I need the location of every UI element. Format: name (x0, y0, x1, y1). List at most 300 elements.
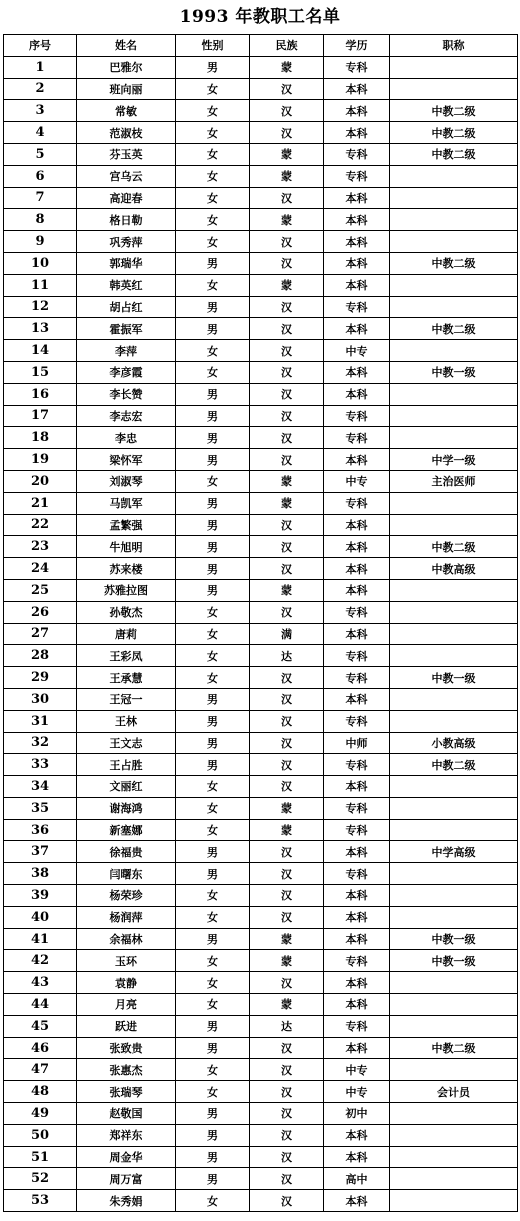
cell-gender: 男 (176, 405, 250, 427)
cell-title (390, 274, 518, 296)
table-row (4, 122, 518, 144)
cell-education: 中师 (324, 732, 390, 754)
table-row (4, 231, 518, 253)
cell-number: 41 (4, 928, 77, 950)
cell-title: 中教二级 (390, 122, 518, 144)
cell-title (390, 994, 518, 1016)
table-row (4, 100, 518, 122)
cell-education: 本科 (324, 536, 390, 558)
cell-title (390, 405, 518, 427)
table-row (4, 1168, 518, 1190)
cell-name: 李萍 (77, 340, 176, 362)
table-header-row (4, 35, 518, 57)
cell-gender: 女 (176, 776, 250, 798)
cell-education: 专科 (324, 950, 390, 972)
table-row (4, 972, 518, 994)
header-education: 学历 (324, 35, 390, 57)
cell-ethnicity: 汉 (250, 536, 324, 558)
cell-gender: 女 (176, 470, 250, 492)
cell-gender: 男 (176, 56, 250, 78)
cell-number: 2 (4, 78, 77, 100)
cell-name: 孙敬杰 (77, 601, 176, 623)
cell-gender: 男 (176, 492, 250, 514)
cell-name: 赵敬国 (77, 1103, 176, 1125)
table-row (4, 405, 518, 427)
table-row (4, 165, 518, 187)
cell-gender: 男 (176, 579, 250, 601)
cell-ethnicity: 汉 (250, 558, 324, 580)
cell-number: 40 (4, 906, 77, 928)
cell-name: 王占胜 (77, 754, 176, 776)
cell-gender: 男 (176, 383, 250, 405)
cell-ethnicity: 汉 (250, 318, 324, 340)
cell-title (390, 340, 518, 362)
table-row (4, 492, 518, 514)
cell-name: 周金华 (77, 1146, 176, 1168)
cell-education: 本科 (324, 1037, 390, 1059)
cell-gender: 女 (176, 885, 250, 907)
cell-education: 本科 (324, 1146, 390, 1168)
cell-gender: 女 (176, 143, 250, 165)
cell-education: 专科 (324, 601, 390, 623)
table-row (4, 514, 518, 536)
cell-name: 袁静 (77, 972, 176, 994)
table-row (4, 449, 518, 471)
cell-name: 苏雅拉图 (77, 579, 176, 601)
table-row (4, 1124, 518, 1146)
cell-education: 专科 (324, 797, 390, 819)
cell-title (390, 885, 518, 907)
cell-title: 会计员 (390, 1081, 518, 1103)
table-row (4, 928, 518, 950)
cell-education: 本科 (324, 318, 390, 340)
cell-education: 专科 (324, 296, 390, 318)
cell-gender: 女 (176, 122, 250, 144)
cell-number: 29 (4, 667, 77, 689)
cell-gender: 女 (176, 906, 250, 928)
cell-title (390, 819, 518, 841)
cell-gender: 女 (176, 209, 250, 231)
header-name: 姓名 (77, 35, 176, 57)
cell-gender: 男 (176, 688, 250, 710)
cell-ethnicity: 汉 (250, 187, 324, 209)
cell-number: 22 (4, 514, 77, 536)
cell-ethnicity: 汉 (250, 1124, 324, 1146)
header-number: 序号 (4, 35, 77, 57)
cell-number: 31 (4, 710, 77, 732)
cell-number: 25 (4, 579, 77, 601)
cell-gender: 女 (176, 950, 250, 972)
cell-education: 本科 (324, 906, 390, 928)
cell-title: 中教二级 (390, 100, 518, 122)
table-row (4, 994, 518, 1016)
cell-education: 专科 (324, 645, 390, 667)
cell-gender: 女 (176, 972, 250, 994)
cell-title (390, 296, 518, 318)
cell-number: 48 (4, 1081, 77, 1103)
cell-education: 初中 (324, 1103, 390, 1125)
cell-name: 苏来楼 (77, 558, 176, 580)
cell-name: 范淑枝 (77, 122, 176, 144)
cell-name: 马凯军 (77, 492, 176, 514)
cell-title (390, 427, 518, 449)
cell-title: 中教二级 (390, 1037, 518, 1059)
table-row (4, 1146, 518, 1168)
cell-ethnicity: 汉 (250, 340, 324, 362)
cell-name: 李忠 (77, 427, 176, 449)
cell-education: 专科 (324, 710, 390, 732)
cell-title (390, 1146, 518, 1168)
cell-name: 张致贵 (77, 1037, 176, 1059)
cell-education: 本科 (324, 514, 390, 536)
cell-gender: 男 (176, 1124, 250, 1146)
cell-title: 中教一级 (390, 667, 518, 689)
cell-gender: 女 (176, 274, 250, 296)
cell-number: 7 (4, 187, 77, 209)
cell-name: 王文志 (77, 732, 176, 754)
cell-name: 牛旭明 (77, 536, 176, 558)
cell-gender: 女 (176, 623, 250, 645)
table-row (4, 776, 518, 798)
table-row (4, 296, 518, 318)
cell-number: 38 (4, 863, 77, 885)
cell-number: 44 (4, 994, 77, 1016)
cell-title (390, 972, 518, 994)
table-row (4, 863, 518, 885)
cell-name: 谢海鸿 (77, 797, 176, 819)
cell-name: 余福林 (77, 928, 176, 950)
cell-ethnicity: 蒙 (250, 994, 324, 1016)
cell-number: 46 (4, 1037, 77, 1059)
cell-title (390, 645, 518, 667)
cell-education: 本科 (324, 928, 390, 950)
cell-education: 专科 (324, 1015, 390, 1037)
cell-ethnicity: 汉 (250, 1103, 324, 1125)
table-body (4, 56, 518, 1211)
table-row (4, 427, 518, 449)
cell-gender: 女 (176, 1190, 250, 1212)
cell-name: 李长赞 (77, 383, 176, 405)
table-row (4, 1081, 518, 1103)
cell-education: 专科 (324, 165, 390, 187)
cell-education: 本科 (324, 994, 390, 1016)
table-row (4, 645, 518, 667)
cell-gender: 男 (176, 296, 250, 318)
cell-name: 芬玉英 (77, 143, 176, 165)
cell-name: 李志宏 (77, 405, 176, 427)
table-row (4, 318, 518, 340)
cell-gender: 女 (176, 819, 250, 841)
cell-number: 33 (4, 754, 77, 776)
header-title: 职称 (390, 35, 518, 57)
table-row (4, 143, 518, 165)
cell-education: 中专 (324, 340, 390, 362)
cell-ethnicity: 满 (250, 623, 324, 645)
cell-title (390, 863, 518, 885)
cell-education: 本科 (324, 885, 390, 907)
cell-title: 中教二级 (390, 252, 518, 274)
cell-title (390, 688, 518, 710)
cell-ethnicity: 蒙 (250, 470, 324, 492)
cell-name: 刘淑琴 (77, 470, 176, 492)
cell-education: 专科 (324, 819, 390, 841)
cell-education: 本科 (324, 972, 390, 994)
cell-ethnicity: 蒙 (250, 492, 324, 514)
cell-gender: 男 (176, 514, 250, 536)
cell-ethnicity: 汉 (250, 885, 324, 907)
table-row (4, 950, 518, 972)
cell-gender: 女 (176, 231, 250, 253)
cell-number: 30 (4, 688, 77, 710)
cell-number: 47 (4, 1059, 77, 1081)
cell-title (390, 1168, 518, 1190)
cell-gender: 女 (176, 361, 250, 383)
cell-education: 中专 (324, 1059, 390, 1081)
cell-gender: 男 (176, 449, 250, 471)
cell-gender: 女 (176, 1059, 250, 1081)
cell-name: 王承慧 (77, 667, 176, 689)
cell-ethnicity: 汉 (250, 710, 324, 732)
staff-roster-table (3, 34, 518, 1212)
cell-ethnicity: 蒙 (250, 56, 324, 78)
cell-number: 21 (4, 492, 77, 514)
cell-education: 本科 (324, 78, 390, 100)
cell-ethnicity: 汉 (250, 732, 324, 754)
cell-gender: 女 (176, 78, 250, 100)
cell-title: 中学高级 (390, 841, 518, 863)
table-row (4, 536, 518, 558)
table-row (4, 797, 518, 819)
cell-number: 24 (4, 558, 77, 580)
cell-name: 格日勒 (77, 209, 176, 231)
table-row (4, 754, 518, 776)
table-row (4, 361, 518, 383)
cell-gender: 男 (176, 863, 250, 885)
cell-ethnicity: 汉 (250, 449, 324, 471)
cell-education: 本科 (324, 841, 390, 863)
cell-ethnicity: 汉 (250, 122, 324, 144)
table-row (4, 470, 518, 492)
cell-education: 本科 (324, 623, 390, 645)
cell-number: 19 (4, 449, 77, 471)
cell-education: 本科 (324, 579, 390, 601)
cell-education: 专科 (324, 667, 390, 689)
cell-gender: 男 (176, 427, 250, 449)
cell-title: 主治医师 (390, 470, 518, 492)
cell-ethnicity: 蒙 (250, 209, 324, 231)
cell-ethnicity: 汉 (250, 1146, 324, 1168)
cell-education: 本科 (324, 274, 390, 296)
cell-title (390, 579, 518, 601)
cell-education: 本科 (324, 361, 390, 383)
cell-title (390, 776, 518, 798)
cell-name: 张瑞琴 (77, 1081, 176, 1103)
cell-ethnicity: 汉 (250, 427, 324, 449)
cell-name: 王林 (77, 710, 176, 732)
cell-gender: 女 (176, 601, 250, 623)
cell-number: 11 (4, 274, 77, 296)
cell-gender: 女 (176, 340, 250, 362)
cell-ethnicity: 汉 (250, 361, 324, 383)
cell-number: 53 (4, 1190, 77, 1212)
cell-title: 中教一级 (390, 928, 518, 950)
table-row (4, 56, 518, 78)
cell-gender: 男 (176, 536, 250, 558)
table-row (4, 1015, 518, 1037)
cell-title (390, 514, 518, 536)
table-row (4, 688, 518, 710)
cell-gender: 女 (176, 1081, 250, 1103)
cell-gender: 男 (176, 1146, 250, 1168)
cell-education: 专科 (324, 143, 390, 165)
cell-number: 4 (4, 122, 77, 144)
cell-education: 本科 (324, 100, 390, 122)
cell-gender: 男 (176, 732, 250, 754)
page-title: 1993 年教职工名单 (179, 7, 341, 27)
cell-title (390, 231, 518, 253)
cell-number: 17 (4, 405, 77, 427)
table-row (4, 383, 518, 405)
cell-ethnicity: 汉 (250, 1037, 324, 1059)
cell-ethnicity: 汉 (250, 405, 324, 427)
cell-name: 王彩凤 (77, 645, 176, 667)
cell-number: 18 (4, 427, 77, 449)
cell-education: 本科 (324, 252, 390, 274)
cell-ethnicity: 汉 (250, 841, 324, 863)
cell-gender: 男 (176, 754, 250, 776)
cell-number: 26 (4, 601, 77, 623)
table-row (4, 667, 518, 689)
cell-name: 杨荣珍 (77, 885, 176, 907)
cell-gender: 女 (176, 187, 250, 209)
cell-gender: 女 (176, 100, 250, 122)
cell-name: 王冠一 (77, 688, 176, 710)
cell-ethnicity: 汉 (250, 776, 324, 798)
cell-name: 张惠杰 (77, 1059, 176, 1081)
cell-ethnicity: 达 (250, 1015, 324, 1037)
cell-ethnicity: 汉 (250, 514, 324, 536)
table-row (4, 558, 518, 580)
table-row (4, 623, 518, 645)
cell-number: 6 (4, 165, 77, 187)
cell-ethnicity: 汉 (250, 100, 324, 122)
cell-name: 闫曙东 (77, 863, 176, 885)
cell-name: 孟繁强 (77, 514, 176, 536)
cell-number: 36 (4, 819, 77, 841)
cell-title (390, 1059, 518, 1081)
table-row (4, 579, 518, 601)
cell-ethnicity: 汉 (250, 1168, 324, 1190)
cell-ethnicity: 蒙 (250, 579, 324, 601)
cell-number: 49 (4, 1103, 77, 1125)
cell-education: 本科 (324, 231, 390, 253)
cell-title: 中教一级 (390, 950, 518, 972)
cell-ethnicity: 蒙 (250, 143, 324, 165)
cell-number: 32 (4, 732, 77, 754)
cell-ethnicity: 汉 (250, 296, 324, 318)
cell-name: 跃进 (77, 1015, 176, 1037)
table-row (4, 819, 518, 841)
cell-number: 42 (4, 950, 77, 972)
cell-number: 34 (4, 776, 77, 798)
cell-number: 27 (4, 623, 77, 645)
table-row (4, 1190, 518, 1212)
cell-education: 本科 (324, 776, 390, 798)
cell-ethnicity: 汉 (250, 972, 324, 994)
table-row (4, 732, 518, 754)
cell-name: 胡占红 (77, 296, 176, 318)
cell-education: 本科 (324, 209, 390, 231)
cell-title (390, 1190, 518, 1212)
cell-education: 本科 (324, 122, 390, 144)
cell-education: 高中 (324, 1168, 390, 1190)
cell-education: 中专 (324, 470, 390, 492)
cell-education: 本科 (324, 1124, 390, 1146)
cell-number: 51 (4, 1146, 77, 1168)
cell-name: 徐福贵 (77, 841, 176, 863)
cell-ethnicity: 汉 (250, 1190, 324, 1212)
cell-title: 中教高级 (390, 558, 518, 580)
cell-title: 中教二级 (390, 536, 518, 558)
cell-number: 10 (4, 252, 77, 274)
cell-ethnicity: 达 (250, 645, 324, 667)
cell-title: 中教二级 (390, 143, 518, 165)
cell-ethnicity: 汉 (250, 78, 324, 100)
cell-title (390, 209, 518, 231)
cell-name: 唐莉 (77, 623, 176, 645)
cell-title (390, 1015, 518, 1037)
cell-number: 16 (4, 383, 77, 405)
cell-gender: 男 (176, 318, 250, 340)
cell-title (390, 601, 518, 623)
cell-number: 1 (4, 56, 77, 78)
cell-gender: 女 (176, 994, 250, 1016)
cell-name: 巩秀萍 (77, 231, 176, 253)
cell-gender: 女 (176, 797, 250, 819)
cell-ethnicity: 汉 (250, 383, 324, 405)
table-row (4, 841, 518, 863)
cell-ethnicity: 蒙 (250, 928, 324, 950)
table-row (4, 78, 518, 100)
cell-education: 本科 (324, 688, 390, 710)
cell-number: 9 (4, 231, 77, 253)
table-row (4, 710, 518, 732)
cell-name: 郑祥东 (77, 1124, 176, 1146)
cell-title (390, 492, 518, 514)
table-row (4, 187, 518, 209)
table-row (4, 209, 518, 231)
header-gender: 性别 (176, 35, 250, 57)
cell-title (390, 710, 518, 732)
cell-title (390, 797, 518, 819)
cell-name: 郭瑞华 (77, 252, 176, 274)
cell-education: 专科 (324, 56, 390, 78)
cell-title: 小教高级 (390, 732, 518, 754)
table-row (4, 340, 518, 362)
cell-title (390, 906, 518, 928)
table-row (4, 1059, 518, 1081)
cell-education: 本科 (324, 1190, 390, 1212)
cell-education: 本科 (324, 187, 390, 209)
cell-title: 中学一级 (390, 449, 518, 471)
cell-education: 专科 (324, 405, 390, 427)
cell-number: 14 (4, 340, 77, 362)
cell-ethnicity: 汉 (250, 601, 324, 623)
cell-gender: 男 (176, 558, 250, 580)
cell-number: 39 (4, 885, 77, 907)
table-row (4, 906, 518, 928)
table-row (4, 1037, 518, 1059)
